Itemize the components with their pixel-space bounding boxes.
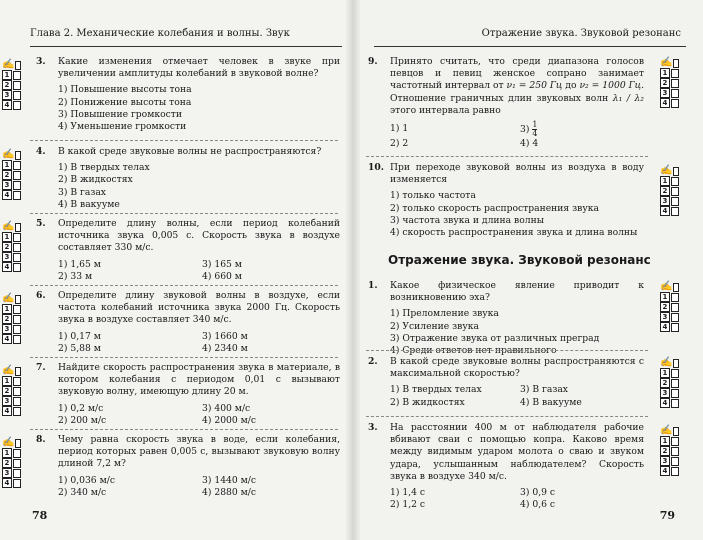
answer-option-cell[interactable] bbox=[2, 324, 21, 334]
answer-digit: 3 bbox=[660, 312, 670, 322]
answer-digit: 2 bbox=[660, 302, 670, 312]
answer-option-cell[interactable] bbox=[2, 396, 21, 406]
answer-checkbox-group[interactable] bbox=[2, 366, 21, 416]
option: 2) 200 м/с bbox=[58, 414, 107, 426]
option: 3) Повышение громкости bbox=[58, 108, 182, 120]
checkbox[interactable] bbox=[13, 387, 21, 396]
checkbox[interactable] bbox=[15, 439, 21, 448]
pencil-check-icon: ✍ bbox=[2, 149, 15, 160]
answer-digit: 3 bbox=[2, 468, 12, 478]
checkbox[interactable] bbox=[13, 377, 21, 386]
fraction-numerator: 1 bbox=[532, 120, 538, 130]
question-stem: Определите длину волны, если период колебаний источника звука 0,005 с. Скорость звука в воздухе составляет 330 м/с. bbox=[58, 218, 340, 254]
answer-checkbox-group[interactable] bbox=[2, 60, 21, 110]
option: 3) 400 м/с bbox=[202, 402, 251, 414]
answer-option-cell[interactable] bbox=[2, 70, 21, 80]
answer-option-cell[interactable] bbox=[2, 334, 21, 344]
checkbox[interactable] bbox=[673, 59, 679, 68]
answer-digit: 4 bbox=[660, 322, 670, 332]
checkbox[interactable] bbox=[671, 207, 679, 216]
answer-option-cell[interactable] bbox=[660, 466, 679, 476]
answer-digit: 1 bbox=[660, 292, 670, 302]
checkbox[interactable] bbox=[673, 427, 679, 436]
pencil-check-icon: ✍ bbox=[660, 165, 673, 176]
check-header bbox=[660, 282, 679, 292]
answer-checkbox-group[interactable] bbox=[2, 294, 21, 344]
checkbox[interactable] bbox=[13, 91, 21, 100]
answer-option-cell[interactable] bbox=[660, 206, 679, 216]
question-stem: В какой среде звуковые волны не распространяются? bbox=[58, 146, 322, 157]
pencil-check-icon: ✍ bbox=[2, 59, 15, 70]
option: 2) 2 bbox=[390, 138, 409, 150]
checkbox[interactable] bbox=[671, 389, 679, 398]
checkbox[interactable] bbox=[671, 323, 679, 332]
header-rule bbox=[374, 46, 686, 47]
answer-digit: 4 bbox=[2, 262, 12, 272]
answer-digit: 3 bbox=[2, 324, 12, 334]
option: 2) 340 м/с bbox=[58, 486, 107, 498]
pencil-check-icon: ✍ bbox=[660, 57, 673, 68]
dashed-separator bbox=[30, 140, 338, 141]
question-7 bbox=[36, 362, 340, 427]
option: 4) 660 м bbox=[202, 270, 242, 282]
answer-option-cell[interactable] bbox=[660, 456, 679, 466]
answer-option-cell[interactable] bbox=[2, 80, 21, 90]
check-header bbox=[660, 426, 679, 436]
question-number: 1. bbox=[368, 280, 378, 291]
dashed-separator bbox=[366, 350, 648, 351]
checkbox[interactable] bbox=[673, 359, 679, 368]
answer-option-cell[interactable] bbox=[660, 176, 679, 186]
option: 1) В твердых телах bbox=[58, 162, 150, 174]
answer-option-cell[interactable] bbox=[2, 90, 21, 100]
options bbox=[390, 121, 644, 150]
checkbox[interactable] bbox=[13, 233, 21, 242]
stem-part: этого интервала равно bbox=[390, 104, 501, 116]
answer-digit: 3 bbox=[2, 396, 12, 406]
pencil-check-icon: ✍ bbox=[2, 293, 15, 304]
option: 2) 5,88 м bbox=[58, 342, 101, 354]
question-8 bbox=[36, 434, 340, 499]
answer-option-cell[interactable] bbox=[660, 186, 679, 196]
answer-digit: 3 bbox=[2, 180, 12, 190]
option: 2) 33 м bbox=[58, 270, 93, 282]
option: 1) Преломление звука bbox=[390, 308, 499, 320]
question-number: 5. bbox=[36, 218, 46, 229]
answer-option-cell[interactable] bbox=[2, 262, 21, 272]
option: 2) 1,2 с bbox=[390, 499, 426, 511]
question-stem: Определите длину звуковой волны в воздухе, если частота колебаний источника звука 2000 Гц. Скорость звука в воздухе составляет 340 м/с. bbox=[58, 290, 340, 326]
option: 4) 4 bbox=[520, 138, 539, 150]
answer-option-cell[interactable] bbox=[2, 304, 21, 314]
stem-part: Принято считать, что среди диапазона голосов певцов и певиц женское сопрано занимает частотный интервал от bbox=[390, 56, 644, 92]
running-header-right: Отражение звука. Звуковой резонанс bbox=[481, 28, 681, 39]
question-number: 2. bbox=[368, 356, 378, 367]
options bbox=[58, 403, 340, 427]
answer-digit: 1 bbox=[2, 376, 12, 386]
answer-digit: 1 bbox=[2, 232, 12, 242]
checkbox[interactable] bbox=[13, 81, 21, 90]
question-number: 8. bbox=[36, 434, 46, 445]
option: 2) Понижение высоты тона bbox=[58, 96, 192, 108]
option: 3) В газах bbox=[58, 186, 106, 198]
checkbox[interactable] bbox=[13, 263, 21, 272]
answer-checkbox-group[interactable] bbox=[2, 222, 21, 272]
right-page bbox=[352, 0, 703, 540]
answer-option-cell[interactable] bbox=[2, 180, 21, 190]
checkbox[interactable] bbox=[671, 313, 679, 322]
question-number: 3. bbox=[368, 422, 378, 433]
answer-digit: 3 bbox=[660, 388, 670, 398]
page-number-left: 78 bbox=[32, 509, 48, 522]
pencil-check-icon: ✍ bbox=[660, 425, 673, 436]
dashed-separator bbox=[30, 357, 338, 358]
answer-digit: 1 bbox=[660, 68, 670, 78]
answer-option-cell[interactable] bbox=[660, 322, 679, 332]
checkbox[interactable] bbox=[13, 253, 21, 262]
answer-digit: 3 bbox=[2, 90, 12, 100]
answer-option-cell[interactable] bbox=[2, 170, 21, 180]
checkbox[interactable] bbox=[671, 457, 679, 466]
question-4 bbox=[36, 146, 340, 211]
checkbox[interactable] bbox=[671, 187, 679, 196]
answer-digit: 1 bbox=[2, 160, 12, 170]
answer-digit: 4 bbox=[2, 190, 12, 200]
option: 3) В газах bbox=[520, 384, 568, 396]
checkbox[interactable] bbox=[671, 197, 679, 206]
answer-option-cell[interactable] bbox=[2, 242, 21, 252]
checkbox[interactable] bbox=[671, 467, 679, 476]
checkbox[interactable] bbox=[671, 293, 679, 302]
checkbox[interactable] bbox=[671, 69, 679, 78]
check-header bbox=[2, 366, 21, 376]
answer-digit: 2 bbox=[2, 80, 12, 90]
option: 2) только скорость распространения звука bbox=[390, 202, 599, 214]
option: 4) В вакууме bbox=[520, 396, 582, 408]
option: 4) 2000 м/с bbox=[202, 414, 257, 426]
answer-option-cell[interactable] bbox=[2, 458, 21, 468]
options bbox=[58, 162, 340, 211]
options bbox=[58, 84, 340, 133]
option: 1) только частота bbox=[390, 190, 476, 202]
checkbox[interactable] bbox=[673, 167, 679, 176]
options bbox=[390, 487, 644, 511]
answer-checkbox-group[interactable] bbox=[660, 282, 679, 332]
question-stem: На расстоянии 400 м от наблюдателя рабочие вбивают сваи с помощью копра. Каково время между видимым ударом молота о сваю и звуком удара, услышанным наблюдателем? Скорость звука в воздухе 340 м/с. bbox=[390, 422, 644, 482]
answer-option-cell[interactable] bbox=[660, 378, 679, 388]
answer-option-cell[interactable] bbox=[660, 446, 679, 456]
option: 3) 1660 м bbox=[202, 330, 248, 342]
check-header bbox=[660, 58, 679, 68]
checkbox[interactable] bbox=[13, 181, 21, 190]
stem-part: . Отношение граничных длин звуковых волн bbox=[390, 80, 645, 104]
checkbox[interactable] bbox=[13, 397, 21, 406]
option: 1) 1,65 м bbox=[58, 258, 101, 270]
checkbox[interactable] bbox=[671, 99, 679, 108]
question-number: 9. bbox=[368, 56, 378, 67]
question-10 bbox=[368, 162, 644, 239]
stem-part: до bbox=[562, 80, 580, 92]
pencil-check-icon: ✍ bbox=[660, 357, 673, 368]
option: 3) Отражение звука от различных преград bbox=[390, 332, 600, 344]
checkbox[interactable] bbox=[13, 71, 21, 80]
checkbox[interactable] bbox=[13, 315, 21, 324]
checkbox[interactable] bbox=[13, 191, 21, 200]
answer-digit: 1 bbox=[2, 448, 12, 458]
answer-option-cell[interactable] bbox=[660, 68, 679, 78]
answer-digit: 4 bbox=[660, 206, 670, 216]
answer-checkbox-group[interactable] bbox=[2, 438, 21, 488]
question-5 bbox=[36, 218, 340, 283]
checkbox[interactable] bbox=[13, 243, 21, 252]
answer-checkbox-group[interactable] bbox=[660, 426, 679, 476]
question-stem: Какое физическое явление приводит к возникновению эха? bbox=[390, 280, 644, 304]
option: 4) 2880 м/с bbox=[202, 486, 257, 498]
checkbox[interactable] bbox=[13, 449, 21, 458]
answer-option-cell[interactable] bbox=[660, 398, 679, 408]
answer-digit: 2 bbox=[660, 186, 670, 196]
question-3-right bbox=[368, 422, 644, 511]
option: 1) 0,036 м/с bbox=[58, 474, 115, 486]
frequency-nu1: ν₁ = 250 Гц bbox=[506, 80, 563, 92]
answer-option-cell[interactable] bbox=[660, 436, 679, 446]
answer-option-cell[interactable] bbox=[660, 78, 679, 88]
answer-digit: 3 bbox=[660, 456, 670, 466]
question-stem: В какой среде звуковые волны распространяются с максимальной скоростью? bbox=[390, 356, 644, 380]
answer-digit: 2 bbox=[2, 386, 12, 396]
answer-checkbox-group[interactable] bbox=[660, 58, 679, 108]
answer-option-cell[interactable] bbox=[660, 88, 679, 98]
answer-option-cell[interactable] bbox=[660, 196, 679, 206]
option: 4) 0,6 с bbox=[520, 499, 556, 511]
answer-digit: 2 bbox=[660, 378, 670, 388]
answer-option-cell[interactable] bbox=[2, 314, 21, 324]
checkbox[interactable] bbox=[671, 177, 679, 186]
answer-digit: 2 bbox=[2, 458, 12, 468]
question-number: 3. bbox=[36, 56, 46, 67]
checkbox[interactable] bbox=[15, 151, 21, 160]
question-number: 7. bbox=[36, 362, 46, 373]
option: 3) частота звука и длина волны bbox=[390, 214, 545, 226]
pencil-check-icon: ✍ bbox=[2, 437, 15, 448]
answer-option-cell[interactable] bbox=[2, 406, 21, 416]
option: 1) 0,17 м bbox=[58, 330, 101, 342]
dashed-separator bbox=[30, 285, 338, 286]
check-header bbox=[2, 60, 21, 70]
checkbox[interactable] bbox=[13, 171, 21, 180]
wavelength-ratio: λ₁ / λ₂ bbox=[612, 92, 644, 104]
check-header bbox=[660, 358, 679, 368]
option: 4) В вакууме bbox=[58, 198, 120, 210]
checkbox[interactable] bbox=[15, 295, 21, 304]
options bbox=[58, 259, 340, 283]
answer-option-cell[interactable] bbox=[2, 376, 21, 386]
answer-digit: 1 bbox=[2, 304, 12, 314]
question-2 bbox=[368, 356, 644, 409]
option: 1) 1,4 с bbox=[390, 487, 426, 499]
answer-option-cell[interactable] bbox=[660, 292, 679, 302]
option: 4) Уменьшение громкости bbox=[58, 121, 187, 133]
frequency-nu2: ν₂ = 1000 Гц bbox=[579, 80, 642, 92]
option: 1) В твердых телах bbox=[390, 384, 482, 396]
option: 3) 165 м bbox=[202, 258, 242, 270]
option: 4) скорость распространения звука и длина волны bbox=[390, 227, 638, 239]
checkbox[interactable] bbox=[13, 407, 21, 416]
checkbox[interactable] bbox=[13, 469, 21, 478]
option: 3) 1440 м/с bbox=[202, 474, 257, 486]
dashed-separator bbox=[30, 429, 338, 430]
question-stem bbox=[390, 56, 644, 117]
question-stem: Найдите скорость распространения звука в материале, в котором колебания с периодом 0,01 с вызывают звуковую волну, имеющую длину 20 м. bbox=[58, 362, 340, 398]
fraction-one-quarter bbox=[532, 121, 537, 138]
option: 4) 2340 м bbox=[202, 342, 248, 354]
checkbox[interactable] bbox=[13, 305, 21, 314]
checkbox[interactable] bbox=[671, 437, 679, 446]
option: 1) 1 bbox=[390, 123, 409, 135]
check-header bbox=[2, 222, 21, 232]
answer-digit: 4 bbox=[2, 334, 12, 344]
answer-option-cell[interactable] bbox=[660, 312, 679, 322]
options bbox=[58, 331, 340, 355]
check-header bbox=[2, 294, 21, 304]
question-stem: Чему равна скорость звука в воде, если колебания, период которых равен 0,005 с, вызывают звуковую волну длиной 7,2 м? bbox=[58, 434, 340, 470]
question-number: 10. bbox=[368, 162, 384, 173]
option: 3) 0,9 с bbox=[520, 487, 556, 499]
answer-option-cell[interactable] bbox=[2, 232, 21, 242]
checkbox[interactable] bbox=[671, 303, 679, 312]
checkbox[interactable] bbox=[671, 447, 679, 456]
question-1 bbox=[368, 280, 644, 357]
option: 1) 0,2 м/с bbox=[58, 402, 104, 414]
pencil-check-icon: ✍ bbox=[2, 365, 15, 376]
question-number: 6. bbox=[36, 290, 46, 301]
options bbox=[390, 190, 644, 239]
options bbox=[390, 384, 644, 408]
checkbox[interactable] bbox=[671, 89, 679, 98]
question-stem: При переходе звуковой волны из воздуха в воду изменяется bbox=[390, 162, 644, 186]
answer-digit: 4 bbox=[2, 406, 12, 416]
option bbox=[520, 121, 644, 138]
dashed-separator bbox=[366, 156, 648, 157]
answer-option-cell[interactable] bbox=[2, 190, 21, 200]
option: 4) Среди ответов нет правильного bbox=[390, 345, 557, 357]
check-header bbox=[660, 166, 679, 176]
answer-option-cell[interactable] bbox=[660, 368, 679, 378]
answer-option-cell[interactable] bbox=[660, 388, 679, 398]
check-header bbox=[2, 438, 21, 448]
dashed-separator bbox=[366, 416, 648, 417]
checkbox[interactable] bbox=[13, 161, 21, 170]
answer-checkbox-group[interactable] bbox=[660, 358, 679, 408]
answer-option-cell[interactable] bbox=[2, 252, 21, 262]
checkbox[interactable] bbox=[13, 459, 21, 468]
checkbox[interactable] bbox=[671, 369, 679, 378]
checkbox[interactable] bbox=[671, 379, 679, 388]
answer-digit: 2 bbox=[660, 446, 670, 456]
answer-option-cell[interactable] bbox=[2, 448, 21, 458]
answer-option-cell[interactable] bbox=[2, 160, 21, 170]
checkbox[interactable] bbox=[15, 367, 21, 376]
book-gutter bbox=[346, 0, 360, 540]
answer-option-cell[interactable] bbox=[2, 100, 21, 110]
options bbox=[58, 475, 340, 499]
answer-digit: 4 bbox=[660, 398, 670, 408]
answer-digit: 4 bbox=[2, 478, 12, 488]
answer-digit: 3 bbox=[660, 196, 670, 206]
question-3 bbox=[36, 56, 340, 133]
answer-digit: 3 bbox=[660, 88, 670, 98]
answer-digit: 1 bbox=[660, 436, 670, 446]
question-6 bbox=[36, 290, 340, 355]
checkbox[interactable] bbox=[13, 479, 21, 488]
pencil-check-icon: ✍ bbox=[2, 221, 15, 232]
answer-option-cell[interactable] bbox=[2, 468, 21, 478]
answer-option-cell[interactable] bbox=[2, 386, 21, 396]
fraction-denominator: 4 bbox=[532, 129, 538, 139]
checkbox[interactable] bbox=[13, 335, 21, 344]
section-title: Отражение звука. Звуковой резонанс bbox=[388, 253, 651, 267]
option: 1) Повышение высоты тона bbox=[58, 84, 192, 96]
checkbox[interactable] bbox=[15, 61, 21, 70]
option-prefix: 3) bbox=[520, 124, 530, 136]
answer-digit: 4 bbox=[660, 466, 670, 476]
answer-digit: 2 bbox=[2, 242, 12, 252]
check-header bbox=[2, 150, 21, 160]
answer-checkbox-group[interactable] bbox=[660, 166, 679, 216]
answer-digit: 3 bbox=[2, 252, 12, 262]
answer-digit: 1 bbox=[660, 368, 670, 378]
answer-option-cell[interactable] bbox=[2, 478, 21, 488]
answer-digit: 2 bbox=[2, 170, 12, 180]
dashed-separator bbox=[30, 213, 338, 214]
answer-checkbox-group[interactable] bbox=[2, 150, 21, 200]
checkbox[interactable] bbox=[13, 325, 21, 334]
answer-option-cell[interactable] bbox=[660, 98, 679, 108]
running-header-left: Глава 2. Механические колебания и волны. Звук bbox=[30, 28, 290, 39]
question-number: 4. bbox=[36, 146, 46, 157]
pencil-check-icon: ✍ bbox=[660, 281, 673, 292]
question-stem: Какие изменения отмечает человек в звуке при увеличении амплитуды колебаний в звуковой волне? bbox=[58, 56, 340, 80]
question-9 bbox=[368, 56, 644, 150]
answer-digit: 4 bbox=[660, 98, 670, 108]
checkbox[interactable] bbox=[671, 79, 679, 88]
option: 2) В жидкостях bbox=[390, 396, 465, 408]
answer-digit: 1 bbox=[2, 70, 12, 80]
answer-option-cell[interactable] bbox=[660, 302, 679, 312]
checkbox[interactable] bbox=[673, 283, 679, 292]
answer-digit: 4 bbox=[2, 100, 12, 110]
header-rule bbox=[30, 46, 342, 47]
checkbox[interactable] bbox=[13, 101, 21, 110]
checkbox[interactable] bbox=[15, 223, 21, 232]
answer-digit: 2 bbox=[660, 78, 670, 88]
option: 2) Усиление звука bbox=[390, 320, 479, 332]
checkbox[interactable] bbox=[671, 399, 679, 408]
option: 2) В жидкостях bbox=[58, 174, 133, 186]
answer-digit: 2 bbox=[2, 314, 12, 324]
page-number-right: 79 bbox=[659, 509, 675, 522]
answer-digit: 1 bbox=[660, 176, 670, 186]
